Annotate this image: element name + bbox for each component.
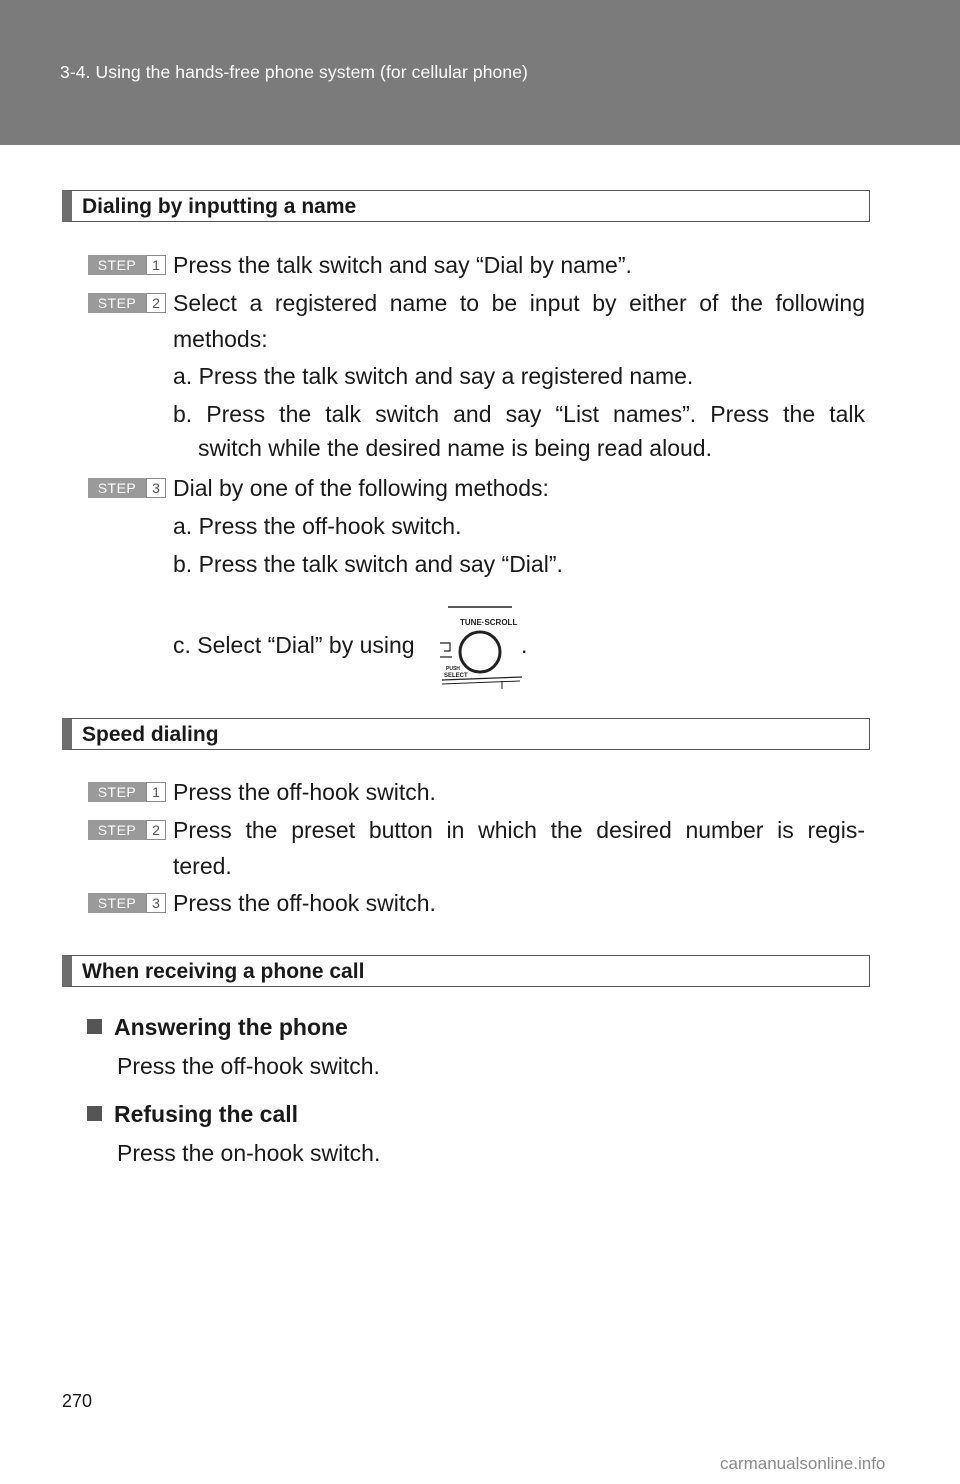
step-badge-1: STEP 1 — [88, 782, 166, 802]
step-text: Select a registered name to be input by either of the following — [173, 290, 865, 316]
step-text: Dial by one of the following methods: — [173, 475, 549, 501]
step-text: Press the off-hook switch. — [173, 779, 436, 805]
section-title: Speed dialing — [82, 723, 219, 746]
tune-scroll-knob-icon — [440, 605, 530, 691]
knob-select-label: SELECT — [444, 673, 468, 679]
step-badge-2: STEP 2 — [88, 293, 166, 313]
option-text: b. Press the talk switch and say “Dial”. — [173, 551, 563, 577]
section-header-speed-dialing — [62, 718, 870, 750]
body-text: Press the on-hook switch. — [117, 1140, 381, 1166]
subheading-refusing: Refusing the call — [87, 1100, 298, 1128]
page-number: 270 — [62, 1391, 93, 1411]
option-text: b. Press the talk switch and say “List names”. Press the talk — [173, 401, 865, 427]
section-header-dialing-by-name — [62, 190, 870, 222]
step-text: Press the off-hook switch. — [173, 890, 436, 916]
option-text: a. Press the talk switch and say a registered name. — [173, 363, 694, 389]
step-badge-2: STEP 2 — [88, 820, 166, 840]
subheading-answering: Answering the phone — [87, 1013, 348, 1041]
step-text: methods: — [173, 326, 268, 352]
option-text: a. Press the off-hook switch. — [173, 513, 462, 539]
page-header — [0, 0, 960, 145]
step-badge-3: STEP 3 — [88, 893, 166, 913]
section-title: Dialing by inputting a name — [82, 195, 357, 218]
knob-top-label: TUNE·SCROLL — [460, 618, 518, 627]
step-badge-3: STEP 3 — [88, 478, 166, 498]
section-header-receiving-call — [62, 955, 870, 987]
step-text: tered. — [173, 853, 232, 879]
square-bullet-icon — [87, 1106, 102, 1121]
watermark: carmanualsonline.info — [720, 1454, 886, 1473]
step-badge-1: STEP 1 — [88, 255, 166, 275]
breadcrumb: 3-4. Using the hands-free phone system (for cellular phone) — [60, 62, 528, 82]
square-bullet-icon — [87, 1019, 102, 1034]
section-title: When receiving a phone call — [82, 960, 365, 983]
option-text: c. Select “Dial” by using — [173, 632, 415, 658]
knob-push-label: PUSH — [446, 666, 460, 672]
step-text: Press the talk switch and say “Dial by name”. — [173, 252, 632, 278]
option-text-period: . — [521, 632, 528, 658]
body-text: Press the off-hook switch. — [117, 1053, 380, 1079]
option-text: switch while the desired name is being read aloud. — [198, 435, 712, 461]
step-text: Press the preset button in which the desired number is regis- — [173, 817, 865, 843]
